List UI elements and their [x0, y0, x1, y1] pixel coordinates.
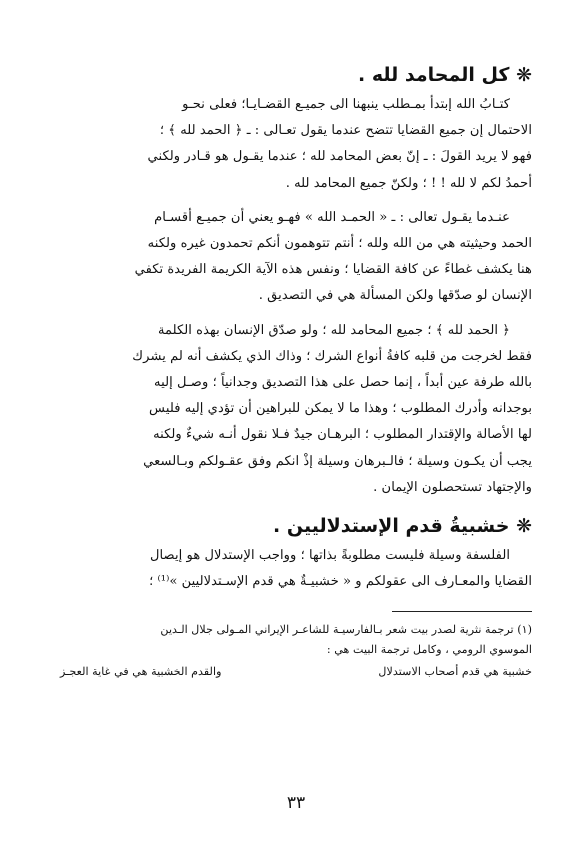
verse-second-hemistich: والقدم الخشبية هي في غاية العجـز: [60, 665, 222, 679]
paragraph-line: بالله طرفة عين أبداً ، إنما حصل على هذا التصديق وجدانياً ؛ وصـل إليه: [154, 375, 532, 391]
footnote-line: (١) ترجمة نثرية لصدر بيت شعر بـالفارسيـة للشاعـر الإيراني المـولى جلال الـدين: [160, 623, 532, 637]
verse-first-hemistich: خشبية هي قدم أصحاب الاستدلال: [378, 665, 532, 679]
paragraph-line: كتـابُ الله إبتدأ بمـطلب ينبهنا الى جميـع القضـايـا؛ فعلى نحـو: [182, 97, 510, 112]
paragraph-1: [60, 92, 532, 197]
footnote-verse: [60, 662, 532, 682]
page-number: ٣٣: [286, 793, 306, 813]
paragraph-line: بوجدانه وأدرك المطلوب ؛ وهذا ما لا يمكن للبراهين أن تؤدي إليه فليس: [149, 401, 532, 417]
footnote-divider: [392, 611, 532, 612]
paragraph-line: أحمدُ لكم لا لله ! ! ؛ ولكنّ جميع المحامد لله .: [285, 175, 532, 191]
paragraph-line: لها الأصالة والإقتدار المطلوب ؛ البرهـان جيدٌ فـلا نقول أنـه شيءٌ ولكنه: [153, 427, 532, 443]
paragraph-line: ﴿ الحمد لله ﴾ ؛ جميع المحامد لله ؛ ولو صدّق الإنسان بهذه الكلمة: [157, 322, 510, 338]
paragraph-line: فقط لخرجت من قلبه كافةُ أنواع الشرك ؛ وذاك الذي يكشف أنه لم يشرك: [132, 348, 532, 364]
paragraph-line: الحمد وحيثيته هي من الله ولله ؛ أنتم تتوهمون أنكم تحمدون غيره ولكنه: [147, 236, 532, 252]
footnote-line: الموسوي الرومي ، وكامل ترجمة البيت هي :: [326, 643, 532, 657]
paragraph-line: فهو لا يريد القولَ : ـ إنّ بعض المحامد لله ؛ عندما يقـول هو قـادر ولكني: [147, 149, 532, 165]
document-page: [60, 58, 532, 813]
paragraph-4: [60, 543, 532, 595]
section-heading-praise: ❋ كل المحامد لله .: [358, 64, 532, 86]
section-heading-wooden-feet: ❋ خشبيةُ قدم الإستدلاليين .: [273, 515, 532, 538]
paragraph-line: الاحتمال إن جميع القضايا تتضح عندما يقول تعـالى : ـ ﴿ الحمد لله ﴾ ؛: [159, 123, 532, 139]
paragraph-line: الإنسان لو صدّقها ولكن المسألة هي في التصديق .: [258, 288, 532, 304]
paragraph-2: [60, 205, 532, 310]
paragraph-line: يجب أن يكـون وسيلة ؛ فالـبرهان وسيلة إذْ انكم وفق عقـولكم وبـالسعي: [143, 453, 532, 469]
paragraph-line: والإجتهاد تستحصلون الإيمان .: [373, 479, 532, 495]
footnote: [60, 620, 532, 682]
paragraph-3: [60, 318, 532, 501]
paragraph-line: هنا يكشف غطاءً عن كافة القضايا ؛ ونفس هذه الآية الكريمة الفريدة تكفي: [134, 262, 532, 278]
paragraph-line: الفلسفة وسيلة فليست مطلوبةً بذاتها ؛ وواجب الإستدلال هو إيصال: [149, 548, 510, 564]
paragraph-line: عنـدما يقـول تعالى : ـ « الحمـد الله » فهـو يعني أن جميـع أقسـام: [154, 209, 510, 225]
paragraph-line: القضايا والمعـارف الى عقولكم و « خشبيـةٌ هي قدم الإسـتدلاليين »⁽¹⁾ ؛: [149, 574, 532, 590]
